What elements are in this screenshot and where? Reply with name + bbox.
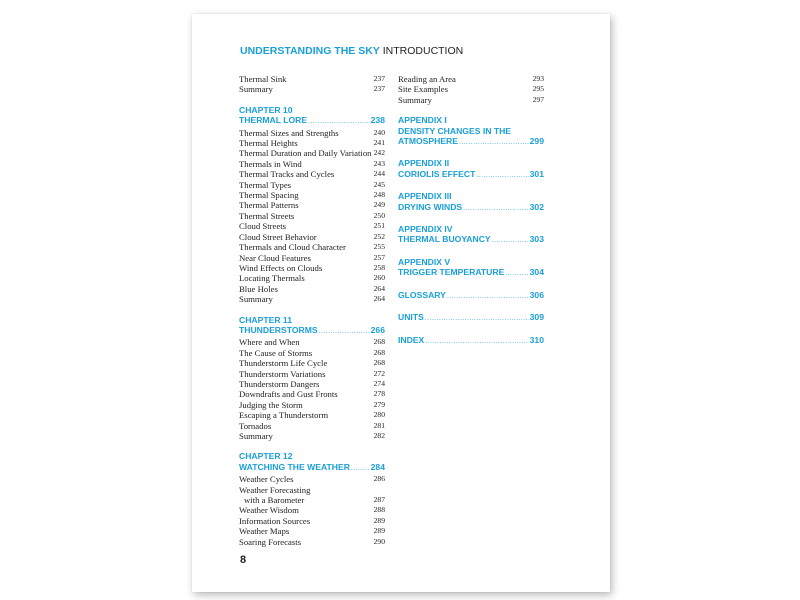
toc-entry	[239, 400, 385, 410]
dot-leader	[463, 204, 529, 214]
toc-entry-page: 243	[373, 158, 385, 168]
toc-left-column	[239, 74, 385, 547]
toc-entry	[239, 74, 385, 84]
toc-entry	[239, 263, 385, 273]
dot-leader	[447, 292, 529, 302]
appendix-title-page: 303	[529, 234, 544, 245]
appendix-title-text: TRIGGER TEMPERATURE	[398, 267, 505, 278]
appendix-label: APPENDIX IV	[398, 224, 453, 235]
toc-entry-title: Thermals in Wind	[239, 158, 302, 169]
appendix-title	[398, 169, 544, 181]
toc-entry-title: Summary	[239, 84, 273, 95]
toc-entry-title: Weather Cycles	[239, 474, 294, 485]
toc-entry-page: 286	[373, 474, 385, 484]
appendix-label: APPENDIX I	[398, 115, 447, 126]
appendix-title	[398, 234, 544, 246]
toc-entry-title: Site Examples	[398, 84, 448, 95]
toc-entry	[239, 180, 385, 190]
toc-entry-page: 282	[373, 431, 385, 440]
appendix-title	[398, 267, 544, 279]
chapter-title-page: 284	[370, 461, 385, 472]
toc-entry-page: 258	[373, 262, 385, 272]
toc-entry	[239, 200, 385, 210]
toc-entry-title: Blue Holes	[239, 283, 278, 294]
appendix-title-text: DRYING WINDS	[398, 201, 463, 212]
toc-entry-page: 252	[373, 231, 385, 241]
toc-entry-page: 237	[373, 74, 385, 83]
toc-entry-title: Weather Wisdom	[239, 505, 299, 516]
toc-entry-page: 268	[373, 358, 385, 368]
toc-entry-title: Thunderstorm Variations	[239, 368, 326, 379]
dot-leader	[351, 464, 370, 474]
toc-entry	[398, 84, 544, 94]
toc-entry	[239, 221, 385, 231]
appendix-label: APPENDIX III	[398, 191, 452, 202]
dot-leader	[492, 236, 529, 246]
toc-entry	[239, 495, 385, 505]
toc-entry-title: Reading an Area	[398, 74, 456, 84]
toc-entry-page: 278	[373, 389, 385, 399]
toc-entry	[239, 389, 385, 399]
toc-entry-title: Where and When	[239, 337, 300, 348]
toc-entry-title: Weather Forecasting	[239, 484, 311, 495]
toc-entry-title: Information Sources	[239, 515, 311, 526]
toc-entry	[398, 95, 544, 105]
toc-entry-title: Thunderstorm Life Cycle	[239, 358, 328, 369]
section-title-text: INDEX	[398, 334, 425, 345]
book-page	[192, 14, 610, 592]
toc-entry	[239, 421, 385, 431]
toc-entry	[239, 159, 385, 169]
toc-entry-page: 293	[532, 74, 544, 83]
toc-entry-page: 289	[373, 526, 385, 536]
appendix-title-page: 304	[529, 267, 544, 278]
appendix-title-page: 302	[529, 201, 544, 212]
toc-entry-title: Thermal Streets	[239, 210, 295, 221]
toc-entry-title: with a Barometer	[244, 495, 305, 506]
toc-entry-page: 241	[373, 138, 385, 148]
section-title-text: GLOSSARY	[398, 289, 446, 300]
chapter-title-text: THERMAL LORE	[239, 115, 308, 126]
appendix-label: APPENDIX V	[398, 256, 451, 267]
toc-entry-page: 255	[373, 242, 385, 252]
toc-entry-page: 245	[373, 179, 385, 189]
toc-entry-page: 289	[373, 515, 385, 525]
toc-entry-title: Summary	[398, 94, 432, 105]
toc-entry	[239, 273, 385, 283]
toc-entry-title: Summary	[239, 431, 273, 441]
chapter-label: CHAPTER 12	[239, 451, 293, 462]
toc-entry-page: 272	[373, 368, 385, 378]
toc-entry	[239, 474, 385, 484]
toc-entry-page: 244	[373, 169, 385, 179]
toc-entry-page: 287	[373, 495, 385, 505]
toc-entry	[239, 169, 385, 179]
toc-entry-title: Thermal Heights	[239, 138, 298, 149]
toc-entry-page: 268	[373, 347, 385, 357]
toc-entry	[239, 485, 385, 495]
toc-entry-page: 237	[373, 84, 385, 94]
chapter-title-page: 266	[370, 324, 385, 335]
toc-entry-page: 264	[373, 283, 385, 293]
toc-entry-page: 249	[373, 200, 385, 210]
toc-entry-page: 268	[373, 337, 385, 347]
dot-leader	[425, 314, 529, 324]
section-title-page: 309	[529, 312, 544, 323]
toc-entry	[239, 410, 385, 420]
toc-entry-title: Cloud Street Behavior	[239, 231, 317, 242]
toc-entry	[239, 379, 385, 389]
toc-entry	[239, 516, 385, 526]
toc-entry-title: Thermal Duration and Daily Variation	[239, 148, 372, 159]
dot-leader	[505, 269, 528, 279]
header-book-title: UNDERSTANDING THE SKY	[240, 45, 380, 57]
toc-entry	[239, 505, 385, 515]
toc-entry-title: Downdrafts and Gust Fronts	[239, 389, 338, 400]
toc-entry	[239, 348, 385, 358]
toc-entry	[239, 537, 385, 547]
chapter-title-text: THUNDERSTORMS	[239, 324, 318, 335]
toc-entry-page: 242	[373, 148, 385, 158]
toc-entry-page: 280	[373, 410, 385, 420]
section-title-page: 310	[529, 334, 544, 345]
toc-entry-title: Thermal Sizes and Strengths	[239, 127, 339, 138]
section-title	[398, 290, 544, 302]
toc-entry-page: 290	[373, 536, 385, 546]
toc-entry-page: 264	[373, 294, 385, 304]
appendix-label: APPENDIX II	[398, 158, 450, 169]
toc-entry-page: 257	[373, 252, 385, 262]
running-header	[240, 45, 463, 57]
toc-entry-title: Locating Thermals	[239, 273, 305, 284]
toc-entry-title: Tornados	[239, 420, 272, 431]
appendix-title-page: 299	[529, 136, 544, 147]
toc-entry	[239, 138, 385, 148]
dot-leader	[425, 337, 528, 347]
toc-entry-page: 251	[373, 221, 385, 231]
toc-entry	[239, 242, 385, 252]
toc-entry-page: 297	[532, 94, 544, 104]
toc-entry	[239, 128, 385, 138]
appendix-title-text: THERMAL BUOYANCY	[398, 234, 491, 245]
toc-entry	[239, 369, 385, 379]
toc-entry-page: 281	[373, 420, 385, 430]
toc-entry-page: 295	[532, 84, 544, 94]
chapter-label: CHAPTER 10	[239, 104, 293, 115]
appendix-title	[398, 202, 544, 214]
toc-entry	[239, 526, 385, 536]
toc-entry	[239, 253, 385, 263]
toc-entry	[239, 211, 385, 221]
toc-right-column	[398, 74, 544, 347]
toc-entry-title: Escaping a Thunderstorm	[239, 410, 329, 421]
page-number: 8	[240, 554, 247, 566]
chapter-title	[239, 115, 385, 127]
appendix-title-text: ATMOSPHERE	[398, 136, 459, 147]
section-title-text: UNITS	[398, 312, 424, 323]
chapter-title-text: WATCHING THE WEATHER	[239, 461, 350, 472]
toc-entry	[398, 74, 544, 84]
toc-entry	[239, 431, 385, 441]
toc-entry-title: Thermal Tracks and Cycles	[239, 169, 335, 180]
toc-entry-title: Thunderstorm Dangers	[239, 378, 320, 389]
toc-entry-page: 274	[373, 378, 385, 388]
chapter-title-page: 238	[370, 115, 385, 126]
section-title	[398, 335, 544, 347]
appendix-title-line: DENSITY CHANGES IN THE	[398, 125, 512, 136]
dot-leader	[476, 171, 528, 181]
toc-entry	[239, 284, 385, 294]
toc-entry-page: 288	[373, 505, 385, 515]
toc-entry	[239, 337, 385, 347]
toc-entry	[239, 148, 385, 158]
toc-entry-title: Judging the Storm	[239, 399, 303, 410]
toc-entry-title: The Cause of Storms	[239, 347, 313, 358]
toc-entry-title: Thermal Patterns	[239, 200, 299, 211]
dot-leader	[459, 138, 529, 148]
header-section: INTRODUCTION	[382, 45, 464, 57]
toc-entry-title: Wind Effects on Clouds	[239, 262, 323, 273]
section-title-page: 306	[529, 289, 544, 300]
toc-entry-title: Weather Maps	[239, 526, 290, 537]
toc-entry-page: 279	[373, 399, 385, 409]
toc-entry	[239, 190, 385, 200]
toc-entry	[239, 232, 385, 242]
toc-entry-page: 260	[373, 273, 385, 283]
toc-entry-title: Thermal Sink	[239, 74, 287, 84]
chapter-label: CHAPTER 11	[239, 314, 293, 325]
toc-entry-page: 248	[373, 190, 385, 200]
toc-entry	[239, 294, 385, 304]
chapter-title	[239, 325, 385, 337]
toc-entry-page: 250	[373, 210, 385, 220]
toc-entry	[239, 84, 385, 94]
appendix-title	[398, 136, 544, 148]
dot-leader	[319, 327, 370, 337]
toc-entry	[239, 358, 385, 368]
appendix-title-page: 301	[529, 168, 544, 179]
toc-entry-title: Thermals and Cloud Character	[239, 242, 346, 253]
toc-entry-title: Cloud Streets	[239, 221, 287, 232]
chapter-title	[239, 462, 385, 474]
toc-entry-title: Thermal Spacing	[239, 190, 299, 201]
toc-entry-title: Summary	[239, 294, 273, 305]
toc-entry-title: Thermal Types	[239, 179, 292, 190]
dot-leader	[308, 117, 370, 127]
toc-entry-page: 240	[373, 127, 385, 137]
section-title	[398, 312, 544, 324]
appendix-title-text: CORIOLIS EFFECT	[398, 168, 476, 179]
toc-entry-title: Near Cloud Features	[239, 252, 311, 263]
toc-entry-title: Soaring Forecasts	[239, 536, 302, 547]
